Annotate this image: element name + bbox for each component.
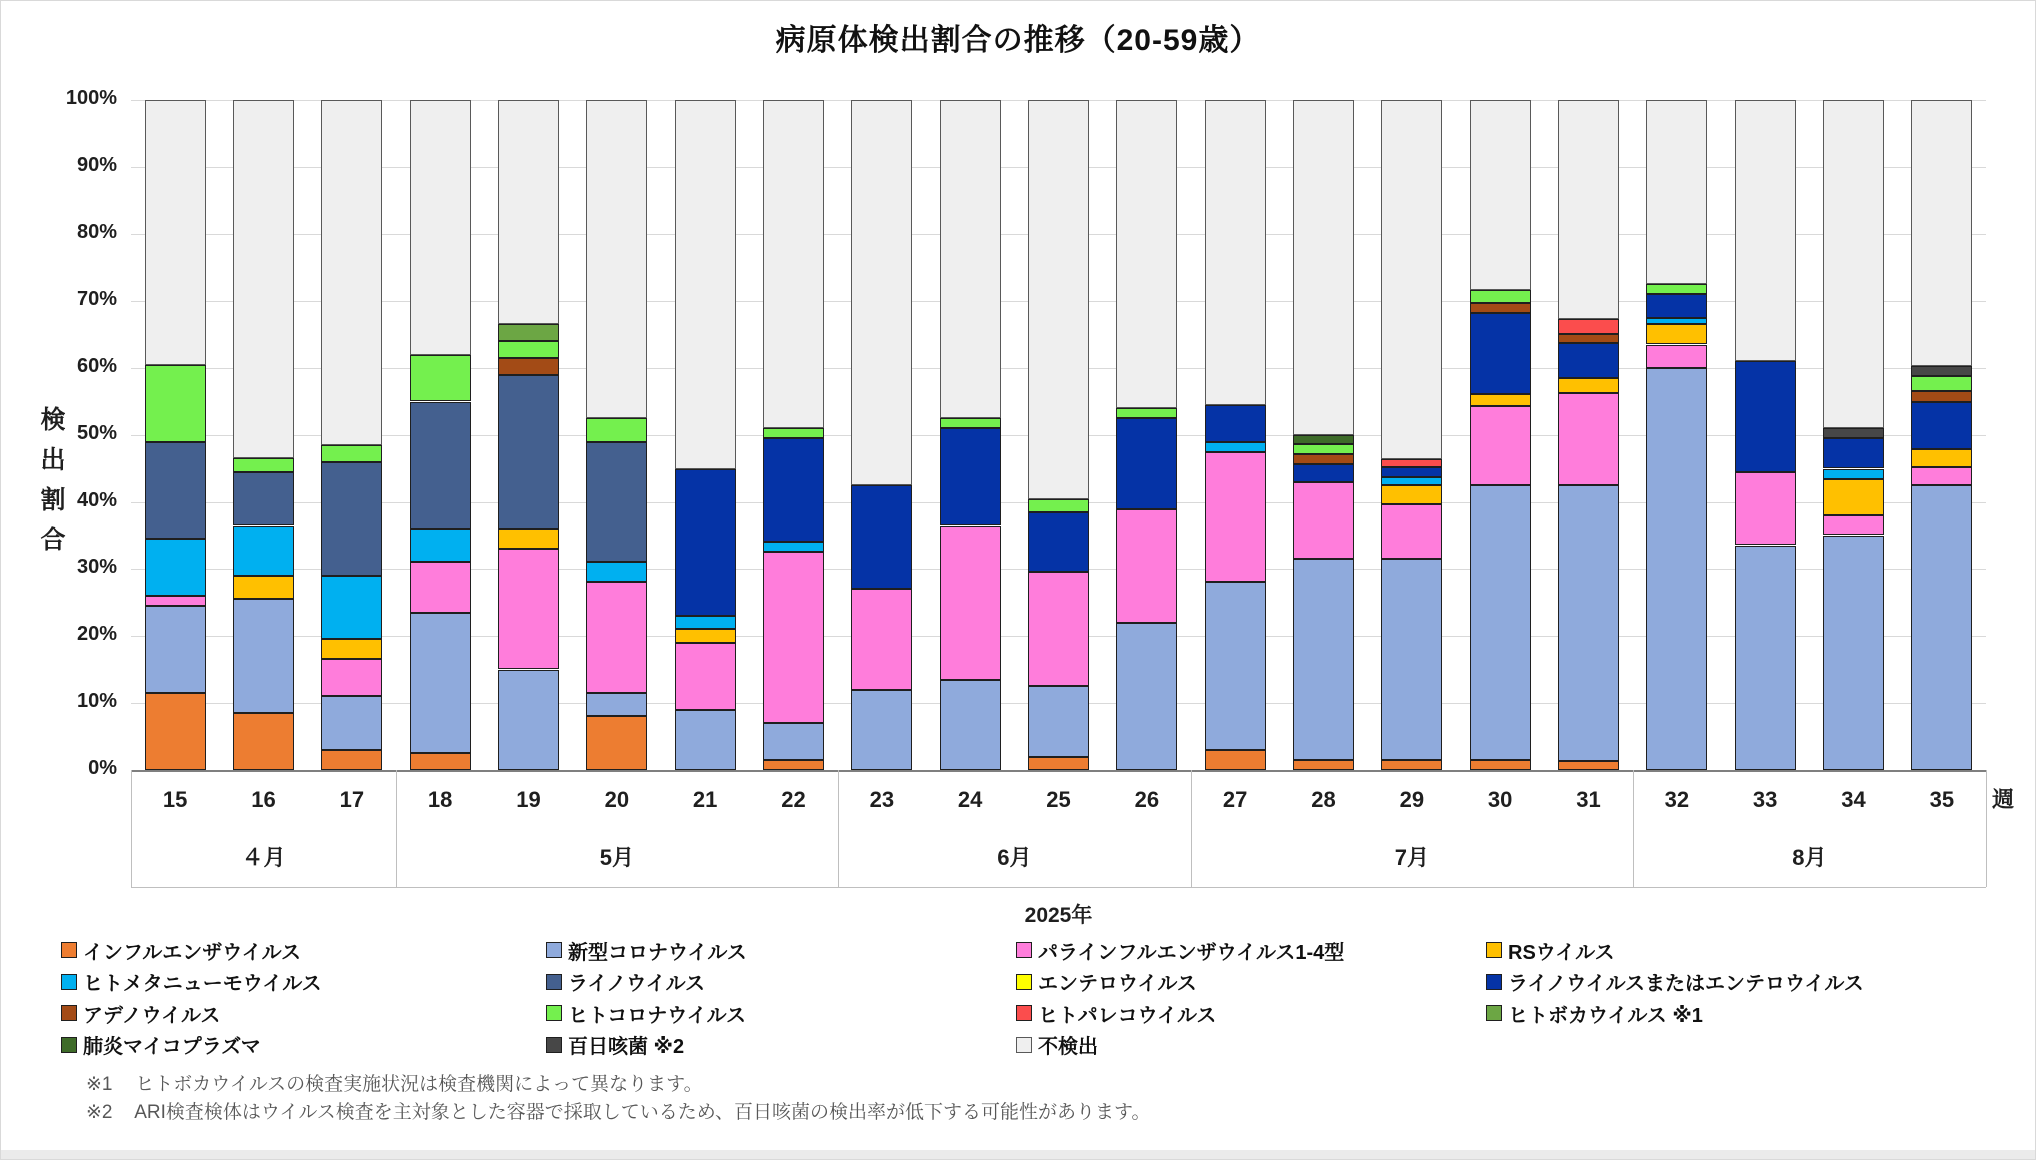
bar-w17-rs <box>321 639 382 659</box>
bar-w28-rhino_entero <box>1293 464 1354 482</box>
page-title: 病原体検出割合の推移（20-59歳） <box>775 24 1261 57</box>
bar-w19-adeno <box>498 358 559 375</box>
week-label-17: 17 <box>339 787 365 812</box>
bar-w21-rhino_entero <box>675 469 736 616</box>
month-label-1: ４月 <box>241 845 286 870</box>
bottom-edge-strip <box>1 1150 2035 1159</box>
bar-w18-flu <box>410 753 471 770</box>
week-unit-label: 週 <box>1992 787 2015 812</box>
bar-w17-para <box>321 659 382 696</box>
week-label-18: 18 <box>427 787 453 812</box>
bar-w25-rhino_entero <box>1028 512 1089 572</box>
bar-w16-none <box>233 100 294 458</box>
bar-w27-none <box>1205 100 1266 405</box>
week-label-27: 27 <box>1222 787 1248 812</box>
footnote-1 <box>86 1069 703 1096</box>
bar-w35-none <box>1911 100 1972 366</box>
bar-w35-hcov <box>1911 376 1972 391</box>
y-tick-60: 60% <box>76 355 117 377</box>
bar-w29-parecho <box>1381 459 1442 467</box>
bar-w28-hcov <box>1293 444 1354 453</box>
bar-w21-hmpv <box>675 616 736 629</box>
bar-w20-hcov <box>586 418 647 441</box>
bar-w17-hcov <box>321 445 382 462</box>
bar-w17-hmpv <box>321 576 382 640</box>
bar-w27-para <box>1205 452 1266 583</box>
y-axis-title: 検 出 割 合 <box>40 406 66 554</box>
bar-w28-adeno <box>1293 454 1354 464</box>
legend-item-boca <box>1486 1000 1703 1026</box>
bar-w20-flu <box>586 716 647 770</box>
bar-w31-rhino_entero <box>1558 343 1619 378</box>
month-separator-5 <box>1986 770 1987 887</box>
y-tick-90: 90% <box>76 154 117 176</box>
bar-w35-rhino_entero <box>1911 402 1972 449</box>
legend-swatch-myco <box>61 1037 77 1053</box>
y-tick-40: 40% <box>76 489 117 511</box>
legend-swatch-adeno <box>61 1005 77 1021</box>
week-label-32: 32 <box>1664 787 1690 812</box>
bar-w33-para <box>1735 472 1796 546</box>
bar-w18-covid <box>410 613 471 754</box>
bar-w30-adeno <box>1470 303 1531 313</box>
bar-w27-rhino_entero <box>1205 405 1266 442</box>
y-tick-10: 10% <box>76 690 117 712</box>
bar-w30-flu <box>1470 760 1531 770</box>
bar-w20-covid <box>586 693 647 716</box>
axis-bottom-rule <box>131 887 1986 888</box>
bar-w24-none <box>940 100 1001 418</box>
bar-w25-covid <box>1028 686 1089 756</box>
week-label-34: 34 <box>1841 787 1866 812</box>
y-tick-0: 0% <box>88 757 117 779</box>
y-tick-30: 30% <box>76 556 117 578</box>
legend-item-pertussis <box>546 1032 684 1058</box>
bar-w30-rs <box>1470 394 1531 406</box>
month-label-2: 5月 <box>599 845 634 870</box>
footnote-2 <box>86 1097 1151 1124</box>
bar-w15-hmpv <box>145 539 206 596</box>
bar-w28-myco <box>1293 435 1354 444</box>
month-label-4: 7月 <box>1394 845 1429 870</box>
legend-item-none <box>1016 1032 1098 1058</box>
bar-w19-rs <box>498 529 559 549</box>
legend-label-entero: エンテロウイルス <box>1038 973 1197 995</box>
bar-w22-rhino_entero <box>763 438 824 542</box>
bar-w17-flu <box>321 750 382 770</box>
bar-w19-para <box>498 549 559 670</box>
bar-w32-hmpv <box>1646 318 1707 325</box>
bar-w15-para <box>145 596 206 606</box>
bar-w29-rhino_entero <box>1381 467 1442 477</box>
bar-w25-flu <box>1028 757 1089 770</box>
legend-item-rhino_entero <box>1486 969 1864 995</box>
bar-w21-rs <box>675 629 736 642</box>
bar-w21-para <box>675 643 736 710</box>
bar-w18-rhino <box>410 402 471 529</box>
bar-w16-hmpv <box>233 526 294 576</box>
bar-w22-flu <box>763 760 824 770</box>
bar-w35-para <box>1911 467 1972 485</box>
bar-w26-none <box>1116 100 1177 408</box>
legend-label-hmpv: ヒトメタニューモウイルス <box>83 973 322 995</box>
bar-w31-adeno <box>1558 334 1619 343</box>
legend-label-none: 不検出 <box>1038 1036 1098 1058</box>
legend-label-rhino_entero: ライノウイルスまたはエンテロウイルス <box>1508 973 1864 995</box>
legend-item-adeno <box>61 1000 220 1026</box>
month-label-5: 8月 <box>1792 845 1827 870</box>
legend-item-flu <box>61 937 301 963</box>
bar-w22-para <box>763 552 824 723</box>
bar-w22-none <box>763 100 824 428</box>
legend-label-adeno: アデノウイルス <box>83 1004 221 1027</box>
bar-w20-hmpv <box>586 562 647 582</box>
legend-label-hcov: ヒトコロナウイルス <box>568 1004 746 1027</box>
bar-w34-pertussis <box>1823 428 1884 438</box>
bar-w20-rhino <box>586 442 647 563</box>
footnote-2-text: ARI検査検体はウイルス検査を主対象とした容器で採取しているため、百日咳菌の検出率が低下する可能性があります。 <box>134 1102 1151 1123</box>
bar-w28-para <box>1293 482 1354 559</box>
bar-w25-none <box>1028 100 1089 499</box>
bar-w30-hcov <box>1470 290 1531 303</box>
bar-w15-hcov <box>145 365 206 442</box>
legend-item-parecho <box>1016 1000 1216 1026</box>
bar-w17-rhino <box>321 462 382 576</box>
legend-item-entero <box>1016 969 1197 995</box>
month-label-3: 6月 <box>997 845 1032 870</box>
bar-w29-covid <box>1381 559 1442 760</box>
week-label-19: 19 <box>516 787 541 812</box>
bar-w31-para <box>1558 393 1619 486</box>
bar-w17-none <box>321 100 382 445</box>
bar-w20-para <box>586 582 647 693</box>
bar-w15-flu <box>145 693 206 770</box>
bar-w23-para <box>851 589 912 690</box>
bar-w24-hcov <box>940 418 1001 428</box>
legend-item-rhino <box>546 969 705 995</box>
bar-w32-rs <box>1646 324 1707 344</box>
bar-w19-covid <box>498 670 559 771</box>
bar-w21-none <box>675 100 736 469</box>
bar-w19-boca <box>498 324 559 341</box>
bar-w30-rhino_entero <box>1470 313 1531 394</box>
bar-w26-hcov <box>1116 408 1177 418</box>
legend-item-rs <box>1486 937 1615 963</box>
bar-w18-none <box>410 100 471 355</box>
bar-w17-covid <box>321 696 382 750</box>
footnote-1-text: ヒトボカウイルスの検査実施状況は検査機関によって異なります。 <box>135 1074 703 1095</box>
week-label-29: 29 <box>1399 787 1425 812</box>
bar-w23-none <box>851 100 912 485</box>
bar-w32-covid <box>1646 368 1707 770</box>
week-label-35: 35 <box>1929 787 1955 812</box>
legend-swatch-para <box>1016 942 1032 958</box>
bar-w18-hcov <box>410 355 471 402</box>
bar-w16-covid <box>233 599 294 713</box>
bar-w26-rhino_entero <box>1116 418 1177 509</box>
bar-w34-covid <box>1823 536 1884 771</box>
bar-w19-rhino <box>498 375 559 529</box>
legend-label-myco: 肺炎マイコプラズマ <box>83 1036 261 1058</box>
legend-label-parecho: ヒトパレコウイルス <box>1038 1004 1217 1027</box>
bar-w24-para <box>940 526 1001 680</box>
bar-w18-para <box>410 562 471 612</box>
footnote-1-marker: ※1 <box>86 1074 113 1095</box>
y-tick-80: 80% <box>76 221 117 243</box>
legend-swatch-rhino_entero <box>1486 974 1502 990</box>
bar-w27-hmpv <box>1205 442 1266 452</box>
legend-swatch-hmpv <box>61 974 77 990</box>
legend-swatch-rhino <box>546 974 562 990</box>
week-label-31: 31 <box>1576 787 1601 812</box>
bar-w33-none <box>1735 100 1796 361</box>
bar-w27-covid <box>1205 582 1266 750</box>
bar-w35-pertussis <box>1911 366 1972 376</box>
week-label-26: 26 <box>1134 787 1160 812</box>
bar-w15-rhino <box>145 442 206 539</box>
bar-w31-parecho <box>1558 319 1619 334</box>
bar-w29-hmpv <box>1381 477 1442 485</box>
bar-w32-none <box>1646 100 1707 284</box>
bar-w30-none <box>1470 100 1531 290</box>
week-label-25: 25 <box>1046 787 1071 812</box>
legend-label-para: パラインフルエンザウイルス1-4型 <box>1038 941 1345 964</box>
week-label-22: 22 <box>781 787 806 812</box>
bar-w29-para <box>1381 504 1442 559</box>
bar-w23-rhino_entero <box>851 485 912 589</box>
y-tick-50: 50% <box>76 422 117 444</box>
bar-w26-covid <box>1116 623 1177 770</box>
bar-w27-flu <box>1205 750 1266 770</box>
bar-w29-rs <box>1381 485 1442 504</box>
legend-swatch-covid <box>546 942 562 958</box>
bar-w34-hmpv <box>1823 469 1884 479</box>
legend-label-boca: ヒトボカウイルス ※1 <box>1508 1004 1703 1027</box>
week-label-28: 28 <box>1311 787 1336 812</box>
bar-w31-flu <box>1558 761 1619 770</box>
legend-label-pertussis: 百日咳菌 ※2 <box>568 1036 685 1058</box>
bar-w19-hcov <box>498 341 559 358</box>
week-label-33: 33 <box>1752 787 1778 812</box>
bar-w16-rhino <box>233 472 294 526</box>
legend-item-para <box>1016 937 1344 963</box>
bar-w32-rhino_entero <box>1646 294 1707 317</box>
bar-w33-covid <box>1735 546 1796 770</box>
bar-w22-hcov <box>763 428 824 438</box>
bar-w34-none <box>1823 100 1884 428</box>
week-label-21: 21 <box>692 787 718 812</box>
footnote-2-marker: ※2 <box>86 1102 113 1123</box>
bar-w34-rhino_entero <box>1823 438 1884 468</box>
bar-w33-rhino_entero <box>1735 361 1796 472</box>
legend-label-rs: RSウイルス <box>1508 941 1615 964</box>
bar-w16-hcov <box>233 458 294 471</box>
bar-w35-adeno <box>1911 391 1972 402</box>
bar-w34-rs <box>1823 479 1884 516</box>
week-label-20: 20 <box>604 787 630 812</box>
bar-w23-covid <box>851 690 912 770</box>
bar-w16-flu <box>233 713 294 770</box>
bar-w25-hcov <box>1028 499 1089 512</box>
bar-w30-para <box>1470 406 1531 485</box>
bar-w34-para <box>1823 515 1884 535</box>
bar-w20-none <box>586 100 647 418</box>
bar-w35-covid <box>1911 485 1972 770</box>
legend-swatch-none <box>1016 1037 1032 1053</box>
legend-item-myco <box>61 1032 261 1058</box>
bar-w31-none <box>1558 100 1619 319</box>
bar-w29-none <box>1381 100 1442 459</box>
week-label-16: 16 <box>251 787 276 812</box>
legend-swatch-flu <box>61 942 77 958</box>
bar-w24-covid <box>940 680 1001 771</box>
legend-label-flu: インフルエンザウイルス <box>83 941 301 964</box>
week-label-23: 23 <box>869 787 895 812</box>
bar-w31-rs <box>1558 378 1619 393</box>
bar-w29-flu <box>1381 760 1442 770</box>
bar-w28-covid <box>1293 559 1354 760</box>
year-label: 2025年 <box>1024 904 1093 927</box>
legend-swatch-boca <box>1486 1005 1502 1021</box>
legend-item-hcov <box>546 1000 746 1026</box>
bar-w24-rhino_entero <box>940 428 1001 525</box>
bar-w18-hmpv <box>410 529 471 563</box>
bar-w22-hmpv <box>763 542 824 552</box>
bar-w16-rs <box>233 576 294 599</box>
legend-swatch-entero <box>1016 974 1032 990</box>
legend-swatch-rs <box>1486 942 1502 958</box>
y-tick-100: 100% <box>65 87 117 109</box>
bar-w15-covid <box>145 606 206 693</box>
bar-w21-covid <box>675 710 736 770</box>
legend-swatch-hcov <box>546 1005 562 1021</box>
bar-w26-para <box>1116 509 1177 623</box>
legend-item-covid <box>546 937 747 963</box>
bar-w31-covid <box>1558 485 1619 761</box>
bar-w35-rs <box>1911 449 1972 467</box>
week-label-30: 30 <box>1487 787 1513 812</box>
legend-label-covid: 新型コロナウイルス <box>568 941 747 964</box>
y-tick-70: 70% <box>76 288 117 310</box>
legend-item-hmpv <box>61 969 322 995</box>
bar-w19-none <box>498 100 559 324</box>
bar-w22-covid <box>763 723 824 760</box>
week-label-24: 24 <box>957 787 983 812</box>
bar-w25-para <box>1028 572 1089 686</box>
bar-w32-hcov <box>1646 284 1707 294</box>
y-tick-20: 20% <box>76 623 117 645</box>
bar-w28-none <box>1293 100 1354 435</box>
legend-swatch-parecho <box>1016 1005 1032 1021</box>
week-label-15: 15 <box>162 787 188 812</box>
bar-w15-none <box>145 100 206 365</box>
bar-w28-flu <box>1293 760 1354 770</box>
legend-label-rhino: ライノウイルス <box>568 973 705 995</box>
legend-swatch-pertussis <box>546 1037 562 1053</box>
bar-w30-covid <box>1470 485 1531 760</box>
bar-w32-para <box>1646 345 1707 368</box>
